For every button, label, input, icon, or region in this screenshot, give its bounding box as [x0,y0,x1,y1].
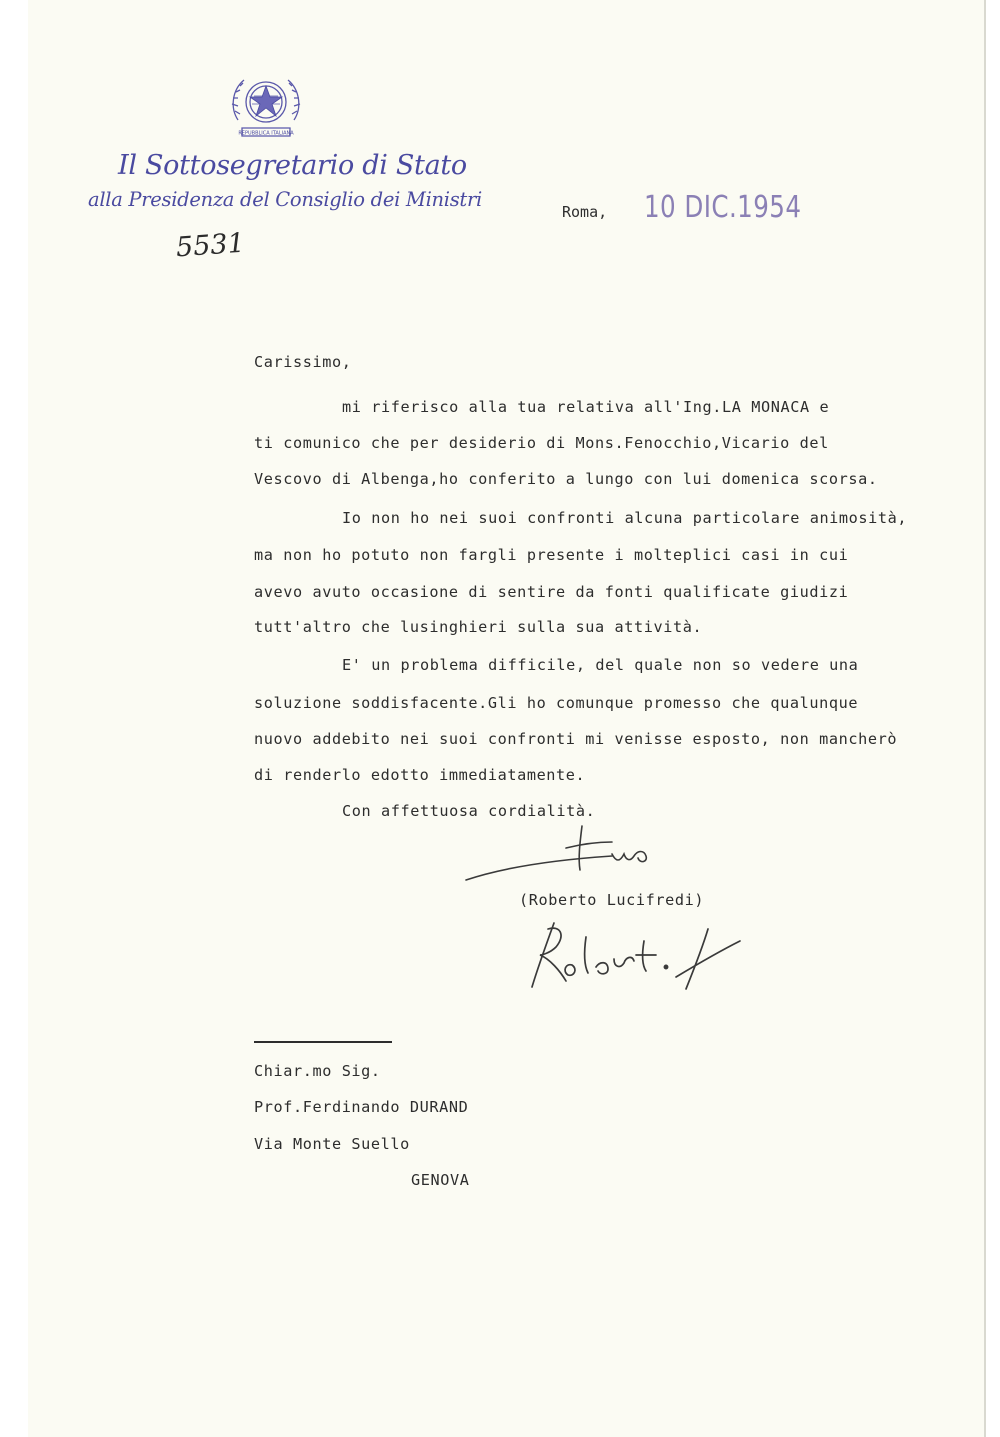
emblem-caption: REPUBBLICA ITALIANA [238,130,294,137]
scan-margin-left [0,0,28,1437]
recipient-street: Via Monte Suello [254,1135,410,1153]
body-line: tutt'altro che lusinghieri sulla sua attività. [254,618,703,636]
handwritten-tuo-signature [462,818,672,888]
body-line: E' un problema difficile, del quale non so vedere una [342,656,859,674]
recipient-name: Prof.Ferdinando DURAND [254,1098,469,1116]
body-line: mi riferisco alla tua relativa all'Ing.LA MONACA e [342,398,830,416]
body-line: ti comunico che per desiderio di Mons.Fenocchio,Vicario del [254,434,829,452]
closing-line: Con affettuosa cordialità. [342,802,596,820]
date-stamp: 10 DIC.1954 [644,190,802,225]
body-line: Io non ho nei suoi confronti alcuna particolare animosità, [342,509,908,527]
place-label: Roma, [562,203,608,221]
scan-margin-right [986,0,1000,1437]
body-line: avevo avuto occasione di sentire da fonti qualificate giudizi [254,583,849,601]
body-line: Vescovo di Albenga,ho conferito a lungo con lui domenica scorsa. [254,470,878,488]
letter-sheet [28,0,986,1437]
recipient-title: Chiar.mo Sig. [254,1062,381,1080]
handwritten-protocol-number: 5531 [175,227,246,264]
salutation: Carissimo, [254,353,352,371]
letterhead-title: Il Sottosegretario di Stato [118,150,467,181]
recipient-city: GENOVA [411,1171,470,1189]
republic-emblem-icon [228,68,304,142]
body-line: di renderlo edotto immediatamente. [254,766,586,784]
signatory-name: (Roberto Lucifredi) [519,891,705,909]
separator-rule [254,1041,392,1043]
body-line: nuovo addebito nei suoi confronti mi venisse esposto, non mancherò [254,730,898,748]
letterhead-subtitle: alla Presidenza del Consiglio dei Ministri [88,188,482,211]
body-line: soluzione soddisfacente.Gli ho comunque promesso che qualunque [254,694,859,712]
body-line: ma non ho potuto non fargli presente i molteplici casi in cui [254,546,849,564]
handwritten-roberto-signature [526,915,746,995]
